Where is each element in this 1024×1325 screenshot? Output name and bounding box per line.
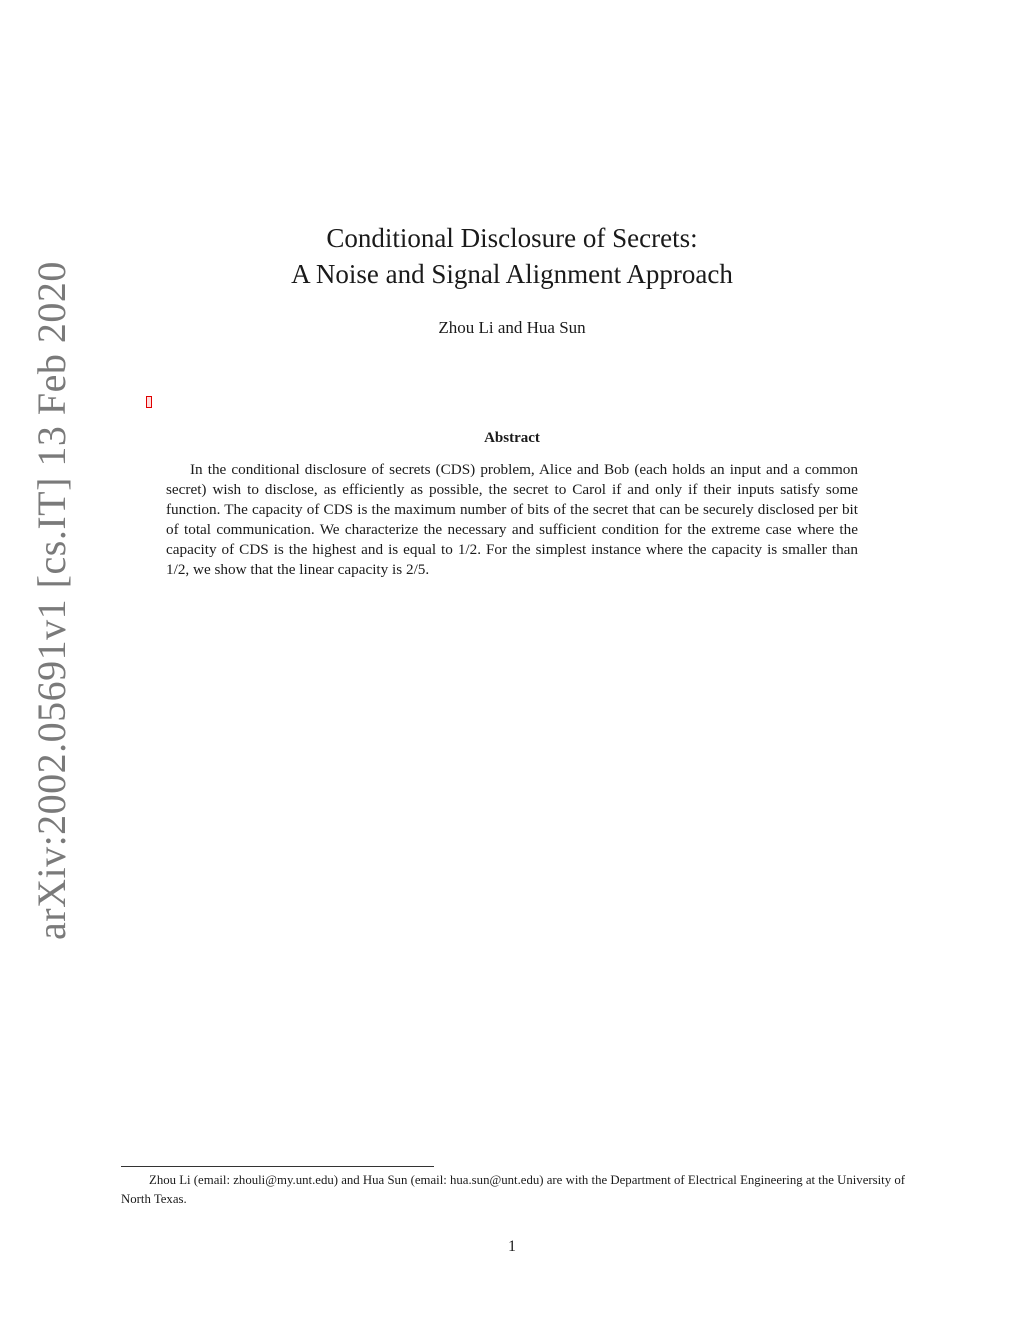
page-number: 1 — [508, 1238, 516, 1255]
author-affiliation-footnote: Zhou Li (email: zhouli@my.unt.edu) and Hua Sun (email: hua.sun@unt.edu) are with the Department of Electrical Engineering at the University of North Texas. — [121, 1173, 905, 1206]
footnote-divider — [121, 1166, 434, 1167]
author-list: Zhou Li and Hua Sun — [438, 318, 586, 337]
title-line-1: Conditional Disclosure of Secrets: — [326, 223, 698, 253]
abstract-body: In the conditional disclosure of secrets (CDS) problem, Alice and Bob (each holds an input and a common secret) wish to disclose, as efficiently as possible, the secret to Carol if and only if their inputs satisfy some function. The capacity of CDS is the maximum number of bits of the secret that can be securely disclosed per bit of total communication. We characterize the necessary and sufficient condition for the extreme case where the capacity of CDS is the highest and is equal to 1/2. For the simplest instance where the capacity is smaller than 1/2, we show that the linear capacity is 2/5. — [166, 461, 858, 578]
hyperlink-marker[interactable] — [146, 396, 152, 408]
arxiv-identifier-stamp: arXiv:2002.05691v1 [cs.IT] 13 Feb 2020 — [29, 261, 74, 940]
abstract-heading: Abstract — [484, 430, 540, 446]
title-line-2: A Noise and Signal Alignment Approach — [291, 259, 733, 289]
paper-title — [0, 220, 1024, 292]
